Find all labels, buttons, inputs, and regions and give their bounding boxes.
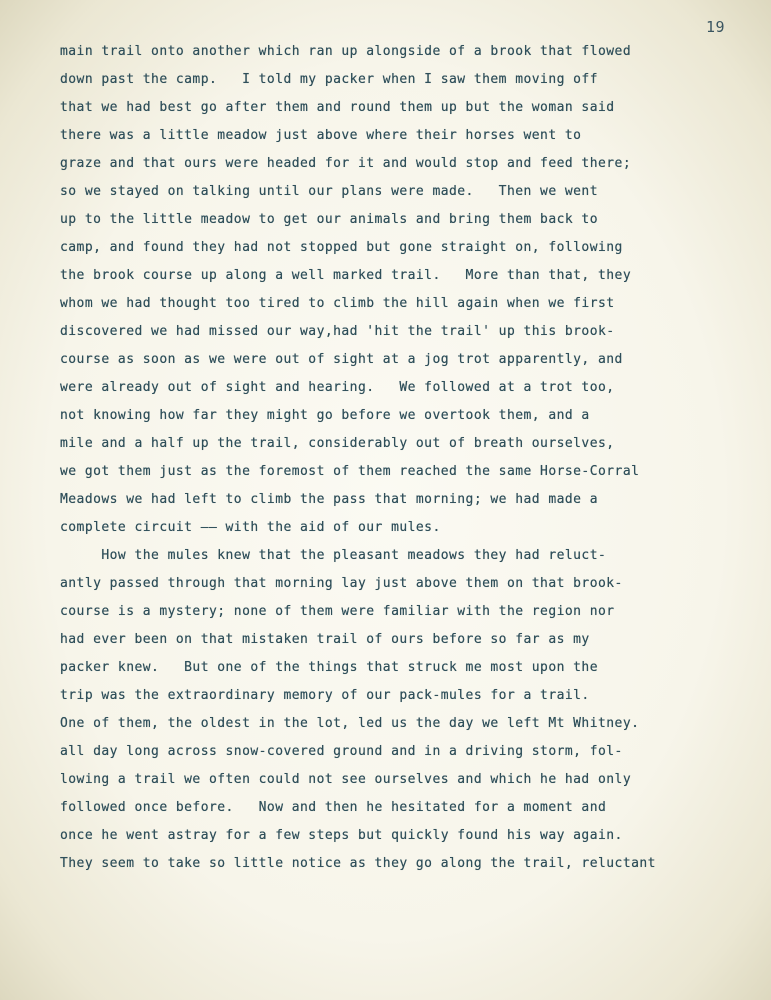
text-line: They seem to take so little notice as they go along the trail, reluctant — [60, 856, 656, 871]
text-line: had ever been on that mistaken trail of ours before so far as my — [60, 632, 590, 647]
text-line: discovered we had missed our way,had 'hit the trail' up this brook- — [60, 324, 615, 339]
text-line: course as soon as we were out of sight at a jog trot apparently, and — [60, 352, 623, 367]
text-line: whom we had thought too tired to climb the hill again when we first — [60, 296, 615, 311]
text-line: down past the camp. I told my packer when I saw them moving off — [60, 72, 598, 87]
text-line: antly passed through that morning lay just above them on that brook- — [60, 576, 623, 591]
text-line: all day long across snow-covered ground and in a driving storm, fol- — [60, 744, 623, 759]
text-line: lowing a trail we often could not see ourselves and which he had only — [60, 772, 632, 787]
paragraph-first-line: How the mules knew that the pleasant meadows they had reluct- — [60, 548, 607, 563]
text-line: we got them just as the foremost of them reached the same Horse-Corral — [60, 464, 640, 479]
text-line: once he went astray for a few steps but quickly found his way again. — [60, 828, 623, 843]
text-line: mile and a half up the trail, considerably out of breath ourselves, — [60, 436, 615, 451]
text-line: that we had best go after them and round them up but the woman said — [60, 100, 615, 115]
text-line: camp, and found they had not stopped but gone straight on, following — [60, 240, 623, 255]
text-line: were already out of sight and hearing. We followed at a trot too, — [60, 380, 615, 395]
text-line: graze and that ours were headed for it and would stop and feed there; — [60, 156, 632, 171]
text-line: followed once before. Now and then he hesitated for a moment and — [60, 800, 607, 815]
text-line: course is a mystery; none of them were familiar with the region nor — [60, 604, 615, 619]
text-line: Meadows we had left to climb the pass that morning; we had made a — [60, 492, 598, 507]
text-line: One of them, the oldest in the lot, led us the day we left Mt Whitney. — [60, 716, 640, 731]
page-number: 19 — [706, 18, 726, 36]
text-line: not knowing how far they might go before we overtook them, and a — [60, 408, 590, 423]
text-line: complete circuit —— with the aid of our mules. — [60, 520, 441, 535]
page-body-text — [60, 38, 750, 878]
text-line: trip was the extraordinary memory of our pack-mules for a trail. — [60, 688, 590, 703]
text-line: main trail onto another which ran up alongside of a brook that flowed — [60, 44, 632, 59]
text-line: the brook course up along a well marked trail. More than that, they — [60, 268, 632, 283]
text-line: up to the little meadow to get our animals and bring them back to — [60, 212, 598, 227]
text-line: there was a little meadow just above where their horses went to — [60, 128, 582, 143]
text-line: so we stayed on talking until our plans were made. Then we went — [60, 184, 598, 199]
text-line: packer knew. But one of the things that struck me most upon the — [60, 660, 598, 675]
